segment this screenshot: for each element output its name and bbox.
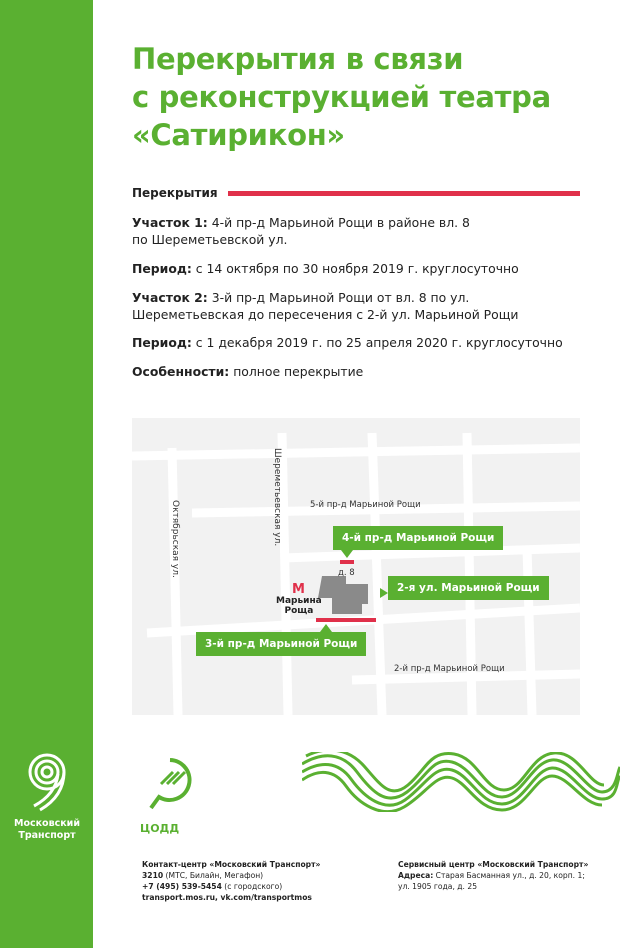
footer-right-address-label: Адреса: xyxy=(398,871,434,880)
closure-map xyxy=(132,418,580,715)
closure-line-3rd xyxy=(316,618,376,622)
page-title xyxy=(132,40,592,154)
house-number-label: д. 8 xyxy=(338,568,355,578)
moscow-transport-logo xyxy=(14,752,80,842)
footer-left-phone: +7 (495) 539-5454 xyxy=(142,882,222,891)
footer-left-heading: Контакт-центр «Московский Транспорт» xyxy=(142,860,321,869)
tag-2nd-street: 2-я ул. Марьиной Рощи xyxy=(388,576,549,600)
tsodd-name: ЦОДД xyxy=(140,822,180,835)
info-text: с 1 декабря 2019 г. по 25 апреля 2020 г. круглосуточно xyxy=(195,335,563,350)
tsodd-pin-icon xyxy=(145,756,195,814)
street-label-5th: 5-й пр-д Марьиной Рощи xyxy=(310,500,421,510)
info-item-section1 xyxy=(132,214,582,248)
info-text: полное перекрытие xyxy=(233,364,364,379)
metro-name-line2: Роща xyxy=(284,606,314,616)
footer-left-phone-note: (с городского) xyxy=(221,882,283,891)
decorative-wave-pattern xyxy=(302,752,620,812)
building-block xyxy=(318,576,368,614)
section-header xyxy=(132,186,580,202)
mt-nine-icon xyxy=(22,752,72,814)
info-item-section2 xyxy=(132,289,582,323)
tag-4th-proezd: 4-й пр-д Марьиной Рощи xyxy=(333,526,503,550)
closure-line-4th xyxy=(340,560,354,564)
mt-name-line2: Транспорт xyxy=(18,830,76,841)
street-label-oktyabrskaya: Октябрьская ул. xyxy=(170,500,180,578)
map-streets xyxy=(132,418,580,715)
info-text-cont: Шереметьевская до пересечения с 2-й ул. Марьиной Рощи xyxy=(132,307,519,322)
info-label: Период: xyxy=(132,335,192,350)
section-label: Перекрытия xyxy=(132,186,218,200)
footer-left-links[interactable]: transport.mos.ru, vk.com/transportmos xyxy=(142,893,312,902)
section-divider-line xyxy=(228,191,580,196)
info-text: 4-й пр-д Марьиной Рощи в районе вл. 8 xyxy=(211,215,470,230)
pointer-2nd-street xyxy=(380,588,388,598)
footer-left-short-number: 3210 xyxy=(142,871,164,880)
footer-right-heading: Сервисный центр «Московский Транспорт» xyxy=(398,860,589,869)
info-item-features xyxy=(132,363,582,380)
street-label-2nd: 2-й пр-д Марьиной Рощи xyxy=(394,664,505,674)
title-line-1: Перекрытия в связи xyxy=(132,42,464,76)
footer-contact-center xyxy=(142,859,320,903)
mt-name-line1: Московский xyxy=(14,818,80,829)
footer-right-address-1: Старая Басманная ул., д. 20, корп. 1; xyxy=(433,871,585,880)
metro-station-name xyxy=(276,596,322,616)
green-sidebar xyxy=(0,0,93,948)
info-text: с 14 октября по 30 ноября 2019 г. круглосуточно xyxy=(195,261,519,276)
tag-3rd-proezd: 3-й пр-д Марьиной Рощи xyxy=(196,632,366,656)
metro-name-line1: Марьина xyxy=(276,596,322,606)
title-line-3: «Сатирикон» xyxy=(132,118,345,152)
info-item-period1 xyxy=(132,260,582,277)
info-label: Участок 1: xyxy=(132,215,208,230)
info-text-cont: по Шереметьевской ул. xyxy=(132,232,288,247)
footer-service-center xyxy=(398,859,588,892)
title-line-2: с реконструкцией театра xyxy=(132,80,551,114)
footer-right-address-2: ул. 1905 года, д. 25 xyxy=(398,882,478,891)
info-text: 3-й пр-д Марьиной Рощи от вл. 8 по ул. xyxy=(211,290,470,305)
metro-icon: М xyxy=(292,582,305,597)
info-label: Особенности: xyxy=(132,364,230,379)
tsodd-logo xyxy=(140,756,200,835)
info-label: Участок 2: xyxy=(132,290,208,305)
footer-left-operators: (МТС, Билайн, Мегафон) xyxy=(163,871,264,880)
info-item-period2 xyxy=(132,334,582,351)
street-label-sheremetyevskaya: Шереметьевская ул. xyxy=(272,448,282,547)
info-label: Период: xyxy=(132,261,192,276)
